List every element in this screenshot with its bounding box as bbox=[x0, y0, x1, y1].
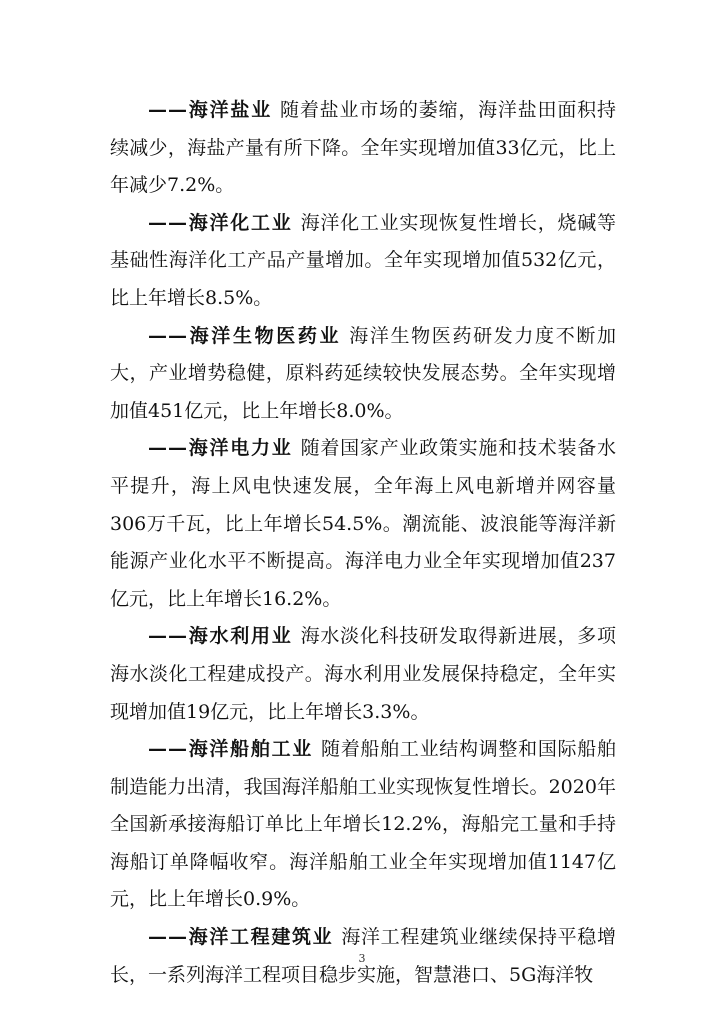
section-heading: ——海洋船舶工业 bbox=[148, 738, 313, 761]
section-salt-industry bbox=[110, 92, 616, 205]
document-body bbox=[110, 92, 616, 994]
section-heading: ——海洋化工业 bbox=[148, 211, 293, 234]
section-text: 海洋化工业实现恢复性增长，烧碱等基础性海洋化工产品产量增加。全年实现增加值532亿元，比上年增长8.5%。 bbox=[110, 211, 616, 309]
section-text: 随着盐业市场的萎缩，海洋盐田面积持续减少，海盐产量有所下降。全年实现增加值33亿元，比上年减少7.2%。 bbox=[110, 99, 616, 197]
section-heading: ——海水利用业 bbox=[148, 625, 293, 648]
section-shipbuilding-industry bbox=[110, 731, 616, 919]
page-number: 3 bbox=[358, 952, 366, 965]
section-biomedicine-industry bbox=[110, 318, 616, 431]
section-text: 随着船舶工业结构调整和国际船舶制造能力出清，我国海洋船舶工业实现恢复性增长。2020年全国新承接海船订单比上年增长12.2%，海船完工量和手持海船订单降幅收窄。海洋船舶工业全年实现增加值1147亿元，比上年增长0.9%。 bbox=[110, 738, 616, 911]
section-heading: ——海洋生物医药业 bbox=[148, 324, 342, 347]
section-chemical-industry bbox=[110, 205, 616, 318]
section-text: 随着国家产业政策实施和技术装备水平提升，海上风电快速发展，全年海上风电新增并网容量306万千瓦，比上年增长54.5%。潮流能、波浪能等海洋新能源产业化水平不断提高。海洋电力业全年实现增加值237亿元，比上年增长16.2%。 bbox=[110, 437, 616, 610]
section-heading: ——海洋电力业 bbox=[148, 437, 293, 460]
section-heading: ——海洋盐业 bbox=[148, 99, 273, 121]
section-text: 海水淡化科技研发取得新进展，多项海水淡化工程建成投产。海水利用业发展保持稳定，全年实现增加值19亿元，比上年增长3.3%。 bbox=[110, 625, 616, 723]
section-text: 海洋工程建筑业继续保持平稳增长，一系列海洋工程项目稳步实施，智慧港口、5G海洋牧 bbox=[110, 926, 616, 986]
section-seawater-utilization bbox=[110, 618, 616, 731]
section-heading: ——海洋工程建筑业 bbox=[148, 926, 334, 949]
section-text: 海洋生物医药研发力度不断加大，产业增势稳健，原料药延续较快发展态势。全年实现增加值451亿元，比上年增长8.0%。 bbox=[110, 324, 616, 422]
section-power-industry bbox=[110, 430, 616, 618]
